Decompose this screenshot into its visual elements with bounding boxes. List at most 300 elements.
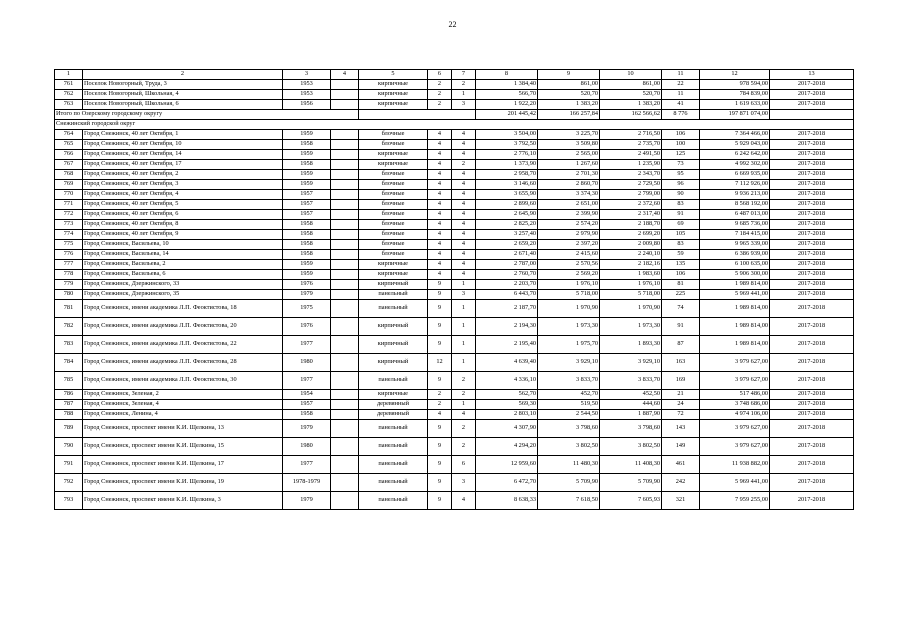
cell-col-13: 2017-2018 [770, 90, 854, 100]
cell-col-7: 4 [452, 190, 476, 200]
cell-col-1: 780 [55, 290, 83, 300]
cell-col-8: 8 638,33 [476, 492, 538, 510]
cell-col-12: 4 992 302,00 [700, 160, 770, 170]
cell-col-10: 7 605,93 [600, 492, 662, 510]
cell-col-10: 2 009,80 [600, 240, 662, 250]
housing-register-table [54, 69, 854, 510]
cell-col-13: 2017-2018 [770, 150, 854, 160]
cell-col-12: 517 486,00 [700, 390, 770, 400]
cell-col-4 [331, 180, 359, 190]
cell-col-1: 784 [55, 354, 83, 372]
cell-col-5: кирпичные [359, 100, 428, 110]
table-row [55, 390, 854, 400]
cell-col-3: 1954 [283, 390, 331, 400]
cell-col-4 [331, 280, 359, 290]
cell-col-8: 2 760,70 [476, 270, 538, 280]
column-header: 3 [283, 70, 331, 80]
cell-col-6: 9 [428, 280, 452, 290]
cell-col-9: 519,50 [538, 400, 600, 410]
cell-col-12: 9 936 213,00 [700, 190, 770, 200]
table-row [55, 80, 854, 90]
cell-col-1: 767 [55, 160, 83, 170]
cell-col-4 [331, 130, 359, 140]
cell-col-2: Город Снежинск, 40 лет Октября, 9 [83, 230, 283, 240]
cell-col-8: 2 825,20 [476, 220, 538, 230]
column-header: 5 [359, 70, 428, 80]
cell-col-6: 9 [428, 290, 452, 300]
cell-col-13: 2017-2018 [770, 80, 854, 90]
cell-col-11: 96 [662, 180, 700, 190]
cell-col-9: 1 383,20 [538, 100, 600, 110]
cell-col-7: 4 [452, 150, 476, 160]
table-row [55, 90, 854, 100]
cell-col-11: 321 [662, 492, 700, 510]
cell-col-5: блочные [359, 200, 428, 210]
cell-col-2: Поселок Новогорный, Школьная, 6 [83, 100, 283, 110]
cell-col-7: 2 [452, 390, 476, 400]
cell-col-7: 2 [452, 438, 476, 456]
cell-col-10: 2 188,70 [600, 220, 662, 230]
cell-col-2: Город Снежинск, проспект имени К.И. Щелкина, 3 [83, 492, 283, 510]
cell-col-10: 2 372,60 [600, 200, 662, 210]
cell-col-12: 1 989 814,00 [700, 336, 770, 354]
cell-col-5: блочные [359, 220, 428, 230]
cell-col-12: 5 929 043,00 [700, 140, 770, 150]
cell-col-2: Город Снежинск, Васильева, 10 [83, 240, 283, 250]
cell-col-3: 1979 [283, 290, 331, 300]
cell-col-3: 1978-1979 [283, 474, 331, 492]
cell-col-9: 2 574,20 [538, 220, 600, 230]
cell-col-3: 1957 [283, 200, 331, 210]
cell-col-9: 2 570,56 [538, 260, 600, 270]
cell-col-4 [331, 200, 359, 210]
cell-col-11: 91 [662, 318, 700, 336]
table-row [55, 230, 854, 240]
cell-col-10: 1 973,30 [600, 318, 662, 336]
cell-col-11: 24 [662, 400, 700, 410]
cell-col-1: 761 [55, 80, 83, 90]
cell-col-6: 9 [428, 318, 452, 336]
cell-col-6: 12 [428, 354, 452, 372]
cell-col-2: Город Снежинск, проспект имени К.И. Щелкина, 19 [83, 474, 283, 492]
total-col-11: 8 776 [662, 110, 700, 120]
cell-col-5: панельный [359, 438, 428, 456]
cell-col-4 [331, 80, 359, 90]
cell-col-10: 1 893,30 [600, 336, 662, 354]
table-row [55, 100, 854, 110]
cell-col-8: 2 803,10 [476, 410, 538, 420]
cell-col-10: 2 317,40 [600, 210, 662, 220]
cell-col-7: 4 [452, 240, 476, 250]
cell-col-5: панельный [359, 420, 428, 438]
cell-col-13: 2017-2018 [770, 220, 854, 230]
table-row [55, 336, 854, 354]
cell-col-3: 1958 [283, 230, 331, 240]
cell-col-7: 4 [452, 140, 476, 150]
cell-col-11: 87 [662, 336, 700, 354]
cell-col-4 [331, 100, 359, 110]
cell-col-6: 4 [428, 140, 452, 150]
cell-col-5: блочные [359, 180, 428, 190]
cell-col-10: 2 240,10 [600, 250, 662, 260]
cell-col-11: 149 [662, 438, 700, 456]
cell-col-9: 861,00 [538, 80, 600, 90]
cell-col-4 [331, 170, 359, 180]
cell-col-4 [331, 240, 359, 250]
cell-col-11: 95 [662, 170, 700, 180]
cell-col-11: 105 [662, 230, 700, 240]
cell-col-11: 125 [662, 150, 700, 160]
total-col-10: 162 566,62 [600, 110, 662, 120]
cell-col-6: 4 [428, 160, 452, 170]
cell-col-3: 1977 [283, 372, 331, 390]
table-row [55, 456, 854, 474]
cell-col-4 [331, 140, 359, 150]
cell-col-7: 1 [452, 90, 476, 100]
cell-col-4 [331, 456, 359, 474]
cell-col-1: 776 [55, 250, 83, 260]
cell-col-12: 9 685 736,00 [700, 220, 770, 230]
cell-col-8: 3 504,00 [476, 130, 538, 140]
table-row [55, 372, 854, 390]
cell-col-2: Город Снежинск, 40 лет Октября, 4 [83, 190, 283, 200]
table-row [55, 150, 854, 160]
cell-col-11: 41 [662, 100, 700, 110]
table-row [55, 170, 854, 180]
cell-col-1: 786 [55, 390, 83, 400]
cell-col-2: Город Снежинск, 40 лет Октября, 10 [83, 140, 283, 150]
cell-col-8: 2 203,70 [476, 280, 538, 290]
cell-col-3: 1980 [283, 354, 331, 372]
cell-col-8: 4 307,90 [476, 420, 538, 438]
cell-col-6: 4 [428, 260, 452, 270]
cell-col-2: Город Снежинск, Дзержинского, 35 [83, 290, 283, 300]
cell-col-8: 3 146,60 [476, 180, 538, 190]
cell-col-12: 8 568 192,00 [700, 200, 770, 210]
cell-col-10: 3 798,60 [600, 420, 662, 438]
cell-col-2: Город Снежинск, Васильева, 6 [83, 270, 283, 280]
cell-col-8: 1 373,90 [476, 160, 538, 170]
cell-col-6: 9 [428, 492, 452, 510]
cell-col-8: 4 336,10 [476, 372, 538, 390]
cell-col-10: 1 383,20 [600, 100, 662, 110]
cell-col-13: 2017-2018 [770, 260, 854, 270]
page-number: 22 [448, 20, 457, 29]
cell-col-12: 5 969 441,00 [700, 474, 770, 492]
cell-col-9: 2 544,50 [538, 410, 600, 420]
cell-col-13: 2017-2018 [770, 280, 854, 290]
cell-col-9: 3 802,50 [538, 438, 600, 456]
cell-col-2: Город Снежинск, 40 лет Октября, 2 [83, 170, 283, 180]
cell-col-2: Город Снежинск, Зеленая, 2 [83, 390, 283, 400]
cell-col-7: 3 [452, 474, 476, 492]
cell-col-11: 74 [662, 300, 700, 318]
cell-col-11: 72 [662, 410, 700, 420]
cell-col-12: 7 364 466,00 [700, 130, 770, 140]
cell-col-13: 2017-2018 [770, 130, 854, 140]
cell-col-11: 83 [662, 240, 700, 250]
cell-col-8: 2 671,40 [476, 250, 538, 260]
cell-col-10: 1 970,90 [600, 300, 662, 318]
cell-col-3: 1959 [283, 170, 331, 180]
cell-col-12: 6 386 939,00 [700, 250, 770, 260]
column-header: 7 [452, 70, 476, 80]
cell-col-1: 779 [55, 280, 83, 290]
cell-col-2: Город Снежинск, имени академика Л.П. Феоктистова, 30 [83, 372, 283, 390]
cell-col-11: 11 [662, 90, 700, 100]
column-header: 4 [331, 70, 359, 80]
cell-col-7: 2 [452, 160, 476, 170]
section-title: Снежинский городской округ [55, 120, 854, 130]
cell-col-6: 2 [428, 100, 452, 110]
cell-col-11: 91 [662, 210, 700, 220]
column-header: 12 [700, 70, 770, 80]
cell-col-12: 784 839,00 [700, 90, 770, 100]
table-row [55, 400, 854, 410]
cell-col-8: 3 257,40 [476, 230, 538, 240]
cell-col-3: 1953 [283, 90, 331, 100]
cell-col-4 [331, 318, 359, 336]
cell-col-13: 2017-2018 [770, 200, 854, 210]
cell-col-3: 1957 [283, 190, 331, 200]
cell-col-2: Город Снежинск, 40 лет Октября, 8 [83, 220, 283, 230]
cell-col-10: 2 491,50 [600, 150, 662, 160]
cell-col-1: 777 [55, 260, 83, 270]
cell-col-13: 2017-2018 [770, 190, 854, 200]
cell-col-1: 782 [55, 318, 83, 336]
cell-col-11: 22 [662, 80, 700, 90]
cell-col-2: Город Снежинск, имени академика Л.П. Феоктистова, 22 [83, 336, 283, 354]
cell-col-13: 2017-2018 [770, 390, 854, 400]
cell-col-9: 3 798,60 [538, 420, 600, 438]
cell-col-13: 2017-2018 [770, 290, 854, 300]
cell-col-12: 9 965 339,00 [700, 240, 770, 250]
cell-col-7: 3 [452, 100, 476, 110]
cell-col-5: кирпичный [359, 318, 428, 336]
cell-col-10: 2 735,70 [600, 140, 662, 150]
cell-col-2: Поселок Новогорный, Школьная, 4 [83, 90, 283, 100]
table-row [55, 270, 854, 280]
cell-col-5: кирпичный [359, 280, 428, 290]
cell-col-12: 1 989 814,00 [700, 300, 770, 318]
cell-col-3: 1958 [283, 220, 331, 230]
table-row [55, 140, 854, 150]
cell-col-3: 1958 [283, 140, 331, 150]
cell-col-12: 3 979 627,00 [700, 354, 770, 372]
cell-col-7: 4 [452, 230, 476, 240]
header-row [55, 70, 854, 80]
cell-col-11: 90 [662, 190, 700, 200]
cell-col-12: 3 979 627,00 [700, 372, 770, 390]
cell-col-13: 2017-2018 [770, 250, 854, 260]
cell-col-6: 4 [428, 180, 452, 190]
cell-col-10: 3 833,70 [600, 372, 662, 390]
cell-col-10: 3 802,50 [600, 438, 662, 456]
cell-col-10: 5 718,00 [600, 290, 662, 300]
cell-col-6: 9 [428, 372, 452, 390]
cell-col-4 [331, 190, 359, 200]
cell-col-1: 787 [55, 400, 83, 410]
cell-col-9: 2 565,00 [538, 150, 600, 160]
column-header: 2 [83, 70, 283, 80]
cell-col-5: деревянный [359, 410, 428, 420]
cell-col-2: Город Снежинск, Зеленая, 4 [83, 400, 283, 410]
total-col-12: 197 871 074,00 [700, 110, 770, 120]
cell-col-10: 2 699,20 [600, 230, 662, 240]
cell-col-7: 2 [452, 420, 476, 438]
empty-cell [770, 110, 854, 120]
column-header: 1 [55, 70, 83, 80]
cell-col-6: 4 [428, 170, 452, 180]
cell-col-10: 2 182,16 [600, 260, 662, 270]
table-row [55, 280, 854, 290]
table-row [55, 240, 854, 250]
cell-col-4 [331, 160, 359, 170]
table-row [55, 354, 854, 372]
cell-col-3: 1979 [283, 492, 331, 510]
cell-col-4 [331, 474, 359, 492]
cell-col-7: 6 [452, 456, 476, 474]
cell-col-3: 1953 [283, 80, 331, 90]
total-col-8: 201 445,42 [476, 110, 538, 120]
cell-col-5: блочные [359, 140, 428, 150]
cell-col-10: 3 929,10 [600, 354, 662, 372]
total-col-9: 166 257,84 [538, 110, 600, 120]
section-row [55, 120, 854, 130]
cell-col-5: панельный [359, 456, 428, 474]
cell-col-10: 2 716,50 [600, 130, 662, 140]
cell-col-3: 1959 [283, 150, 331, 160]
cell-col-4 [331, 372, 359, 390]
cell-col-5: панельный [359, 372, 428, 390]
cell-col-13: 2017-2018 [770, 270, 854, 280]
cell-col-4 [331, 270, 359, 280]
empty-cell [359, 110, 476, 120]
cell-col-13: 2017-2018 [770, 474, 854, 492]
cell-col-12: 7 184 415,00 [700, 230, 770, 240]
cell-col-3: 1959 [283, 180, 331, 190]
cell-col-2: Город Снежинск, проспект имени К.И. Щелкина, 15 [83, 438, 283, 456]
cell-col-2: Город Снежинск, 40 лет Октября, 14 [83, 150, 283, 160]
cell-col-6: 4 [428, 200, 452, 210]
cell-col-1: 789 [55, 420, 83, 438]
table-row [55, 410, 854, 420]
cell-col-7: 2 [452, 372, 476, 390]
cell-col-1: 792 [55, 474, 83, 492]
cell-col-11: 461 [662, 456, 700, 474]
cell-col-11: 21 [662, 390, 700, 400]
cell-col-7: 1 [452, 336, 476, 354]
cell-col-6: 4 [428, 220, 452, 230]
cell-col-1: 790 [55, 438, 83, 456]
cell-col-10: 2 729,50 [600, 180, 662, 190]
table-row [55, 210, 854, 220]
cell-col-13: 2017-2018 [770, 456, 854, 474]
cell-col-4 [331, 400, 359, 410]
cell-col-8: 2 899,60 [476, 200, 538, 210]
cell-col-9: 2 979,90 [538, 230, 600, 240]
cell-col-7: 4 [452, 270, 476, 280]
cell-col-6: 2 [428, 80, 452, 90]
cell-col-10: 452,50 [600, 390, 662, 400]
cell-col-4 [331, 150, 359, 160]
cell-col-3: 1956 [283, 100, 331, 110]
cell-col-1: 785 [55, 372, 83, 390]
cell-col-7: 1 [452, 300, 476, 318]
cell-col-12: 6 487 013,00 [700, 210, 770, 220]
cell-col-7: 4 [452, 410, 476, 420]
cell-col-6: 4 [428, 190, 452, 200]
cell-col-13: 2017-2018 [770, 318, 854, 336]
cell-col-12: 5 969 441,00 [700, 290, 770, 300]
cell-col-2: Город Снежинск, имени академика Л.П. Феоктистова, 20 [83, 318, 283, 336]
cell-col-9: 520,70 [538, 90, 600, 100]
cell-col-7: 1 [452, 318, 476, 336]
cell-col-9: 2 569,20 [538, 270, 600, 280]
cell-col-8: 6 472,70 [476, 474, 538, 492]
table-row [55, 492, 854, 510]
cell-col-8: 2 645,90 [476, 210, 538, 220]
cell-col-10: 1 887,90 [600, 410, 662, 420]
cell-col-9: 7 618,50 [538, 492, 600, 510]
cell-col-13: 2017-2018 [770, 300, 854, 318]
cell-col-3: 1976 [283, 318, 331, 336]
cell-col-1: 763 [55, 100, 83, 110]
cell-col-2: Город Снежинск, 40 лет Октября, 1 [83, 130, 283, 140]
table-row [55, 474, 854, 492]
cell-col-12: 978 594,00 [700, 80, 770, 90]
table-row [55, 130, 854, 140]
cell-col-10: 1 235,90 [600, 160, 662, 170]
cell-col-6: 9 [428, 456, 452, 474]
cell-col-3: 1958 [283, 250, 331, 260]
cell-col-9: 2 415,60 [538, 250, 600, 260]
table-row [55, 260, 854, 270]
cell-col-5: блочные [359, 240, 428, 250]
cell-col-13: 2017-2018 [770, 492, 854, 510]
cell-col-8: 569,30 [476, 400, 538, 410]
cell-col-5: блочные [359, 210, 428, 220]
cell-col-8: 1 384,40 [476, 80, 538, 90]
cell-col-9: 1 267,60 [538, 160, 600, 170]
cell-col-9: 3 374,30 [538, 190, 600, 200]
cell-col-4 [331, 300, 359, 318]
cell-col-4 [331, 390, 359, 400]
cell-col-3: 1958 [283, 160, 331, 170]
cell-col-2: Город Снежинск, Васильева, 14 [83, 250, 283, 260]
cell-col-3: 1957 [283, 400, 331, 410]
cell-col-5: кирпичные [359, 270, 428, 280]
cell-col-5: панельный [359, 300, 428, 318]
table-row [55, 290, 854, 300]
cell-col-6: 4 [428, 240, 452, 250]
cell-col-8: 3 655,90 [476, 190, 538, 200]
cell-col-12: 3 748 686,00 [700, 400, 770, 410]
cell-col-13: 2017-2018 [770, 240, 854, 250]
cell-col-11: 81 [662, 280, 700, 290]
cell-col-13: 2017-2018 [770, 140, 854, 150]
cell-col-5: кирпичные [359, 80, 428, 90]
cell-col-8: 12 959,60 [476, 456, 538, 474]
cell-col-1: 774 [55, 230, 83, 240]
cell-col-8: 562,70 [476, 390, 538, 400]
cell-col-4 [331, 354, 359, 372]
cell-col-3: 1980 [283, 438, 331, 456]
cell-col-2: Город Снежинск, имени академика Л.П. Феоктистова, 28 [83, 354, 283, 372]
cell-col-1: 762 [55, 90, 83, 100]
cell-col-9: 11 480,30 [538, 456, 600, 474]
cell-col-13: 2017-2018 [770, 170, 854, 180]
